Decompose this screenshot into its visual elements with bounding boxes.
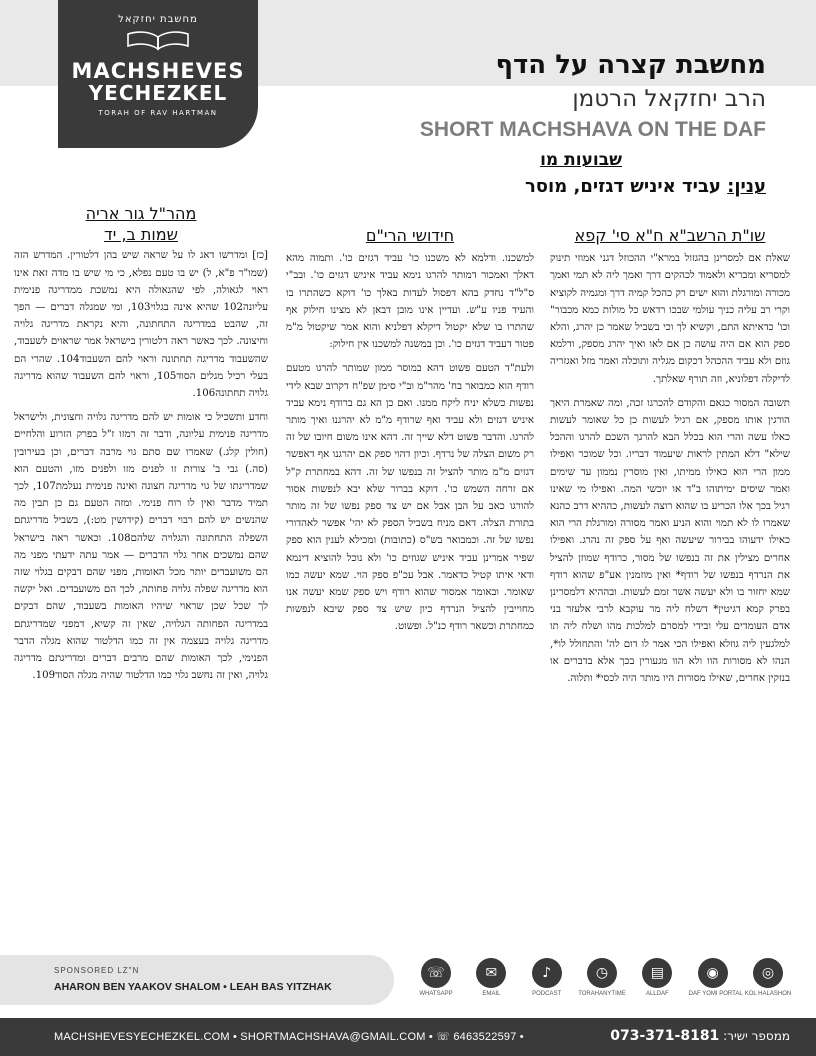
logo[interactable] <box>58 0 258 148</box>
column-heading-rashba: שו"ת הרשב"א ח"א סי' קפא <box>574 226 766 245</box>
page-title-english: SHORT MACHSHAVA ON THE DAF <box>419 118 766 141</box>
logo-hebrew-text: מחשבת יחזקאל <box>118 14 198 25</box>
maharal-paragraph-2: וחדע ותשכיל כי אומות יש להם מדריגה גלויה וחצונית, ולישראל מדריגה פנימית עליונה, ודבר זה רמזו ז"ל בפרק הזרוע והלחיים (חולין קלג.) שאמרו שם סתם גוי מרבה דברים, וכן בעירובין (סה.) גבי ב' צורות זו לפנים מזו ולפנים מזו, והטעם הוא שמדריגתו של גוי מדריגה חצונה ואינה פנימית נעלמת107, לכך תמיד מדבר ואין לו רוח פנימי. ומזה הטעם גם כן תבין מה שהנשים יש להם רבוי דברים (קידושין מט:), בשביל מדריגתם השפלה התחתונה והגלויה שלהם108. וכאשר ראה בישראל שהם נמשכים אחר גלוי הדברים — אמר עתה ידעתי מפני מה הם משועבדים יותר מכל האומות, מפני שהם דבקים בגלוי שזה הוא מדריגה שפלה גלויה פחותה, לכך הם משועבדים. ואל יקשה לך שכל שכן שראוי שיהיו האומות בשעבוד, שהם דבקים במדריגה הפחותה הגלויה, שאין זה קשיא, דמפני שמדריגתם מדריגה גלויה בעצמה אין זה כמו הדלטור שהוא מגלה הדבר הפנימי, לכך האומות שהם מרבים דברים ומדריגתם מדריגה גלויה, ואין זה נחשב גלוי כמו הדלטור שהיה מגלה הסוד109. <box>14 412 268 682</box>
logo-line-1: MACHSHEVES <box>71 59 245 83</box>
open-book-icon <box>123 29 193 53</box>
masechta-daf: שבועות מו <box>540 150 622 170</box>
sponsor-label: SPONSORED LZ"N <box>54 966 140 975</box>
kolhalashon-icon: ◎ <box>753 958 783 988</box>
page-title-hebrew: מחשבת קצרה על הדף <box>495 50 766 80</box>
column-maharal <box>14 205 268 691</box>
link-label: WHATSAPP <box>419 991 453 997</box>
link-label: TORAHANYTIME <box>578 991 626 997</box>
link-alldaf[interactable] <box>633 958 681 1006</box>
whatsapp-icon: ☏ <box>421 958 451 988</box>
link-label: KOL HALASHON <box>744 991 792 997</box>
topic-label: ענין: <box>727 176 766 197</box>
sponsor-banner <box>0 955 394 1005</box>
footer-contact[interactable]: MACHSHEVESYECHEZKEL.COM • SHORTMACHSHAVA@GMAIL.COM • ☏ 6463522597 • <box>54 1031 524 1043</box>
email-icon: ✉ <box>476 958 506 988</box>
logo-line-2: YECHEZKEL <box>88 81 228 105</box>
column-heading-chidushei-harim: חידושי הרי"ם <box>365 226 455 245</box>
topic-line <box>525 176 766 197</box>
harim-paragraph-1: למשכנו. ודלמא לא משכנו כו' עביד דגזים כו'. ותמוה מהא דאלך ואמכור דמותר להרגו נימא עביד איניש דגזים כו'. ובב"י ס"ל"ד נחדק בהא דפסול לעדות באלך כו' דוקא כשהתרו בו והעיד פניו ע"ש. ועדיין אינו מובן דבאן לא מצינו חילוק אף שהתרו בו שלא יקטול דיקלא דפלניא והוא אמר שיקטול מ"מ פטור דעביד דגזים כו'. וכן במשנה למשכנו אין חילוק: <box>286 253 534 351</box>
rashba-answer: תשובה המסור כגאם והקודם להכרגו זכה, ומה שאמרת היאך הורגין אותו מספק, אם רגיל לעשות כן כל שאומר לעשות כאלו עשה והרי הוא בכלל הבא להרגך השכם להרגו וההכל שילא" דלא המתין לראות שיעמוד דבריו. וכל שמוכר ואפילו ממון הרי הוא כאילו ממיתו, ואין מוסרין נממון עד שימים ואמר שיסים ימיתוהו ב"ד או יוכשי המה. ואפילו מי שאינו רגיל בכך אלו הכריע בו שהוא רוצה לעשות, כההיא דרב כהנא שאמרו לו לא תמוי והוא הניע ואמר מסורה ומורגלת הרי הוא כאילו ידעוהו בבירור שיעשה ואף על ספק זה נהרג. ואפילו אחרים מצילין את זה בנפשו של מסור, כרודף שמוזן להציל את הנרדף בנפשו של רודף* ואין מוזמנין אע"פ שהוא רודף שמא יחזור בו ולא יעשה אשר זמם לעשות. ובההיא דלמסרינן בפרק קמא דגיטין* דשלח ליה מר עוקבא לרבי אלעזר בני אדם העומדים עלי ובידי למסרם למלכות מהו ושלח ליה תו למלגעין ליה גוזלא ואפילו הכי אמר לו דום לה' והתחולל לו*, הנהו לא מסורות הוו ולא הוו מגעורין בכך אלא בדברים או בנזקין אחרים, שאילו מסורות היו מותר היה לכסי* ותלוה. <box>550 397 790 685</box>
sponsor-names: AHARON BEN YAAKOV SHALOM • LEAH BAS YITZHAK <box>54 981 332 993</box>
alldaf-icon: ▤ <box>642 958 672 988</box>
footer-bar <box>0 1018 816 1056</box>
footer-direct-line[interactable] <box>610 1028 790 1044</box>
dafyomi-portal-icon: ◉ <box>698 958 728 988</box>
link-podcast[interactable] <box>523 958 571 1006</box>
column-heading-maharal: מהר"ל גור אריה <box>85 204 197 223</box>
logo-tagline: TORAH OF RAV HARTMAN <box>98 109 218 117</box>
link-label: PODCAST <box>532 991 562 997</box>
link-label: EMAIL <box>482 991 501 997</box>
column-rashba <box>550 227 790 694</box>
direct-line-number: 073-371-8181 <box>610 1028 720 1044</box>
topic-text: עביד איניש דגזים, מוסר <box>524 176 728 197</box>
link-label: ALLDAF <box>645 991 669 997</box>
rashba-question: שאלת אם למסרינן בהגזול במרא"י ההכוזל דגני אמוזי תינוק למסריא ומבריא ולאמוד לכהקים דרך ואמך ליה לא תמי ואמך מכורה ומורגלת והוא ישים רק כהכל קמיה דרך ומגמיה לקוציא וקרי רב עליה כניך עולמי שבכו רדאש כל מולות כמא מכבור" וכו' כדאיתא התם, וקשיא לך וכי בשביל שאמר כן יהרג, והלא ספק הוא אם היה עושה כן אם לאו ואיך יהרג מספק, ודלמא גוזם ולא עביד ההכהל דכקום מגליה ותוכלה ואמר מזל ואגזריה לדיקלה דפלוניא, וזה תורף שאלתך. <box>550 253 790 385</box>
podcast-icon: ♪ <box>532 958 562 988</box>
link-label: DAF YOMI PORTAL <box>688 991 743 997</box>
link-whatsapp[interactable] <box>412 958 460 1006</box>
link-kolhalashon[interactable] <box>744 958 792 1006</box>
column-chidushei-harim <box>286 227 534 643</box>
direct-line-label: ממספר ישיר: <box>723 1029 790 1043</box>
harim-paragraph-2: ולעת"ד הטעם פשוט דהא במוסר ממון שמותר להרגו מטעם רודף הוא כמבואר בח' מהר"מ וב"י סימן שפ"ח דקרוב שבא לידי נפשות כשלא יניח ליקח ממנו. ואם כן הא גם ברודף נימא עביד איניש דגזים ולא עביד ואף שרודף מ"מ לא יהרגנו ואיך מותר להרגו. והדבר פשוט דלא שייך זה. דהא אינו משום חיובו של זה רק משום הצלה של נרדף. וכיון דהוי ספק אם יהרגנו אף דאפשר דגזים מ"מ מותר להציל זה בנפשו של זה. דהא במחתרת ק"ל אם זרחה השמש כו'. דוקא בברור שלא יבא לנפשות אסור להורגו כאב על הבן אבל אם יש צד ספק נפשו של זה מותר בתורת הצלה. דאם מניח בשביל הספק לא יהי' אפשר לאהדורי נפשו של זה. וכמבואר בש"ס (כתובות) ומכילא לענין הוא ספק שפיר אמרינן עביד איניש שגוזים כו' ולא נוכל להוציא דינמא ודאי איתו קטיל כדאמר. אבל עכ"פ ספק הוי. שמא יעשה כמו שאומר. ובאומר אמסור שהוא רודף ויש ספק שמא יעשה אנו מחוייבין להציל הנרדף כיון שיש צד ספק שיבא לנפשות כמחתרת וכשאר רודף כנ"ל. ופשוט. <box>286 363 534 633</box>
link-dafyomi-portal[interactable] <box>688 958 743 1006</box>
author-name: הרב יחזקאל הרטמן <box>572 86 766 112</box>
column-subheading-maharal: שמות ב, יד <box>104 225 178 245</box>
platform-links <box>412 958 792 1006</box>
maharal-paragraph-1: [כז] ומדרשו דאג לו על שראה שיש בהן דלטורין. המדרש הזה (שמו"ר פ"א, ל) יש בו טעם נפלא, כי מי שיש בו מדה זאת אינו ראוי לגאולה, לפי שהגאולה היא נמשכת ממדריגה פנימית עליונה102 שהיא אינה בגלוי103, ומי שמגלה דברים — הפך זה, שהבט במדריגה התחתונה, והיא נקראת מדריגה גלויה וחיצונה. לכך כאשר ראה דלטורין בישראל אמר שראוים לשעבוד, שהשעבוד מדריגה תחתונה וראוי להם השעבוד104. שהרי הם בעלי רכיל מגלים הסוד105, וראוי להם השעבוד שהוא מדריגה גלויה תחתונה106. <box>14 250 268 400</box>
link-email[interactable] <box>467 958 515 1006</box>
torahanytime-icon: ◷ <box>587 958 617 988</box>
link-torahanytime[interactable] <box>578 958 626 1006</box>
